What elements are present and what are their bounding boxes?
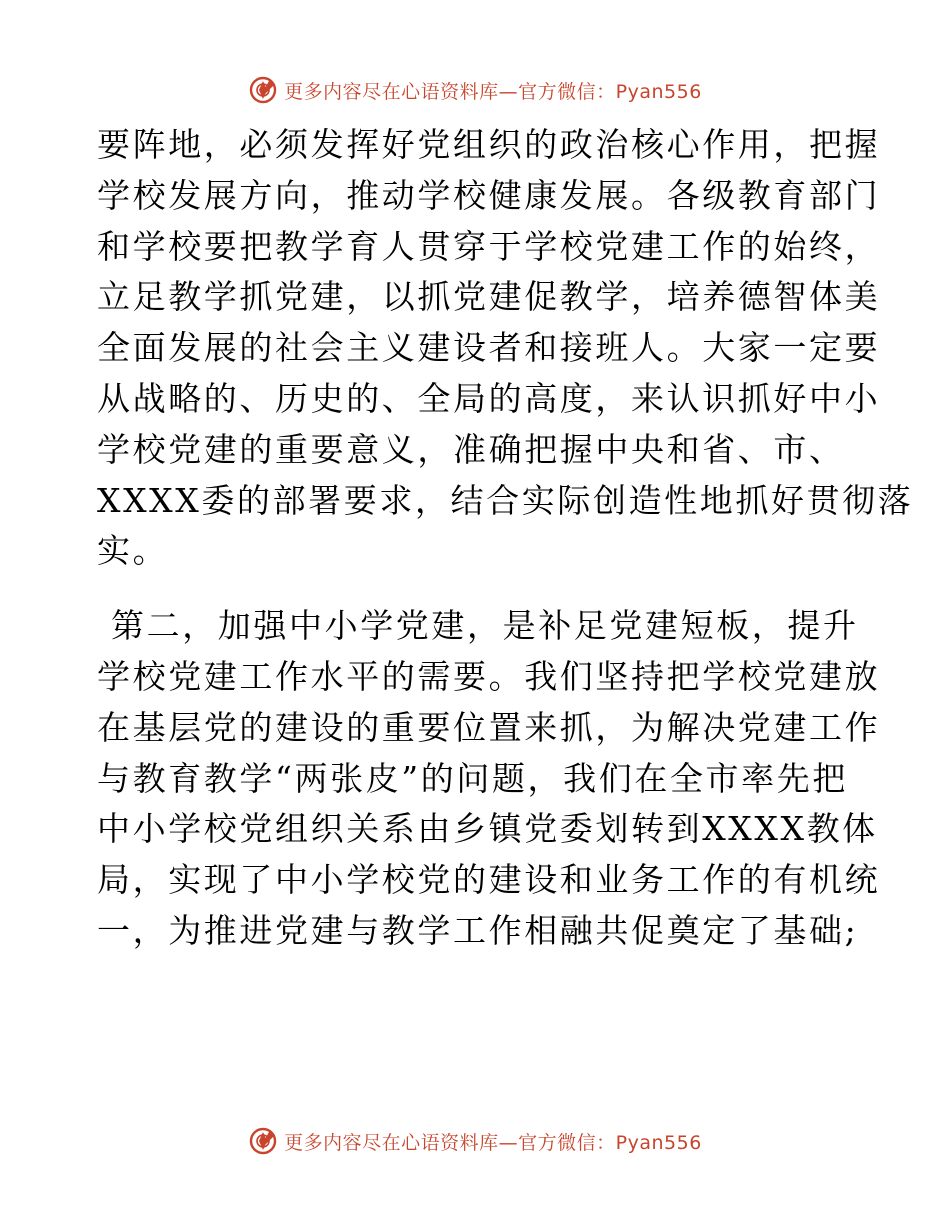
text-line: 实。: [97, 531, 169, 571]
text-line: 要阵地，必须发挥好党组织的政治核心作用，把握: [97, 125, 881, 164]
text-line: 局，实现了中小学校党的建设和业务工作的有机统: [97, 860, 881, 900]
text-line: 学校党建的重要意义，准确把握中央和省、市、: [97, 429, 845, 469]
text-line: 和学校要把教学育人贯穿于学校党建工作的始终，: [97, 226, 881, 266]
text-line: 立足教学抓党建，以抓党建促教学，培养德智体美: [97, 277, 881, 317]
footer-banner-text: 更多内容尽在心语资料库—官方微信：Pyan556: [284, 1131, 702, 1154]
text-line: 第二，加强中小学党建，是补足党建短板，提升: [111, 606, 859, 646]
header-banner-text: 更多内容尽在心语资料库—官方微信：Pyan556: [284, 80, 702, 103]
footer-banner: [0, 1124, 950, 1158]
header-banner: [0, 73, 950, 107]
text-line: 与教育教学“两张皮”的问题，我们在全市率先把: [97, 758, 848, 798]
pen-logo-icon: [248, 75, 278, 105]
pen-logo-icon: [248, 1126, 278, 1156]
text-line: 中小学校党组织关系由乡镇党委划转到XXXX教体: [97, 809, 878, 849]
paragraph: [97, 120, 914, 577]
paragraph-spacer: [97, 577, 867, 601]
text-line: 一，为推进党建与教学工作相融共促奠定了基础;: [97, 910, 859, 950]
paragraph: [97, 601, 881, 957]
text-line: 从战略的、历史的、全局的高度，来认识抓好中小: [97, 378, 881, 418]
text-line: XXXX委的部署要求，结合实际创造性地抓好贯彻落: [97, 480, 914, 520]
text-line: 全面发展的社会主义建设者和接班人。大家一定要: [97, 328, 881, 368]
text-line: 学校发展方向，推动学校健康发展。各级教育部门: [97, 175, 881, 215]
text-line: 学校党建工作水平的需要。我们坚持把学校党建放: [97, 656, 881, 696]
text-line: 在基层党的建设的重要位置来抓，为解决党建工作: [97, 707, 881, 747]
document-body: [97, 120, 914, 957]
